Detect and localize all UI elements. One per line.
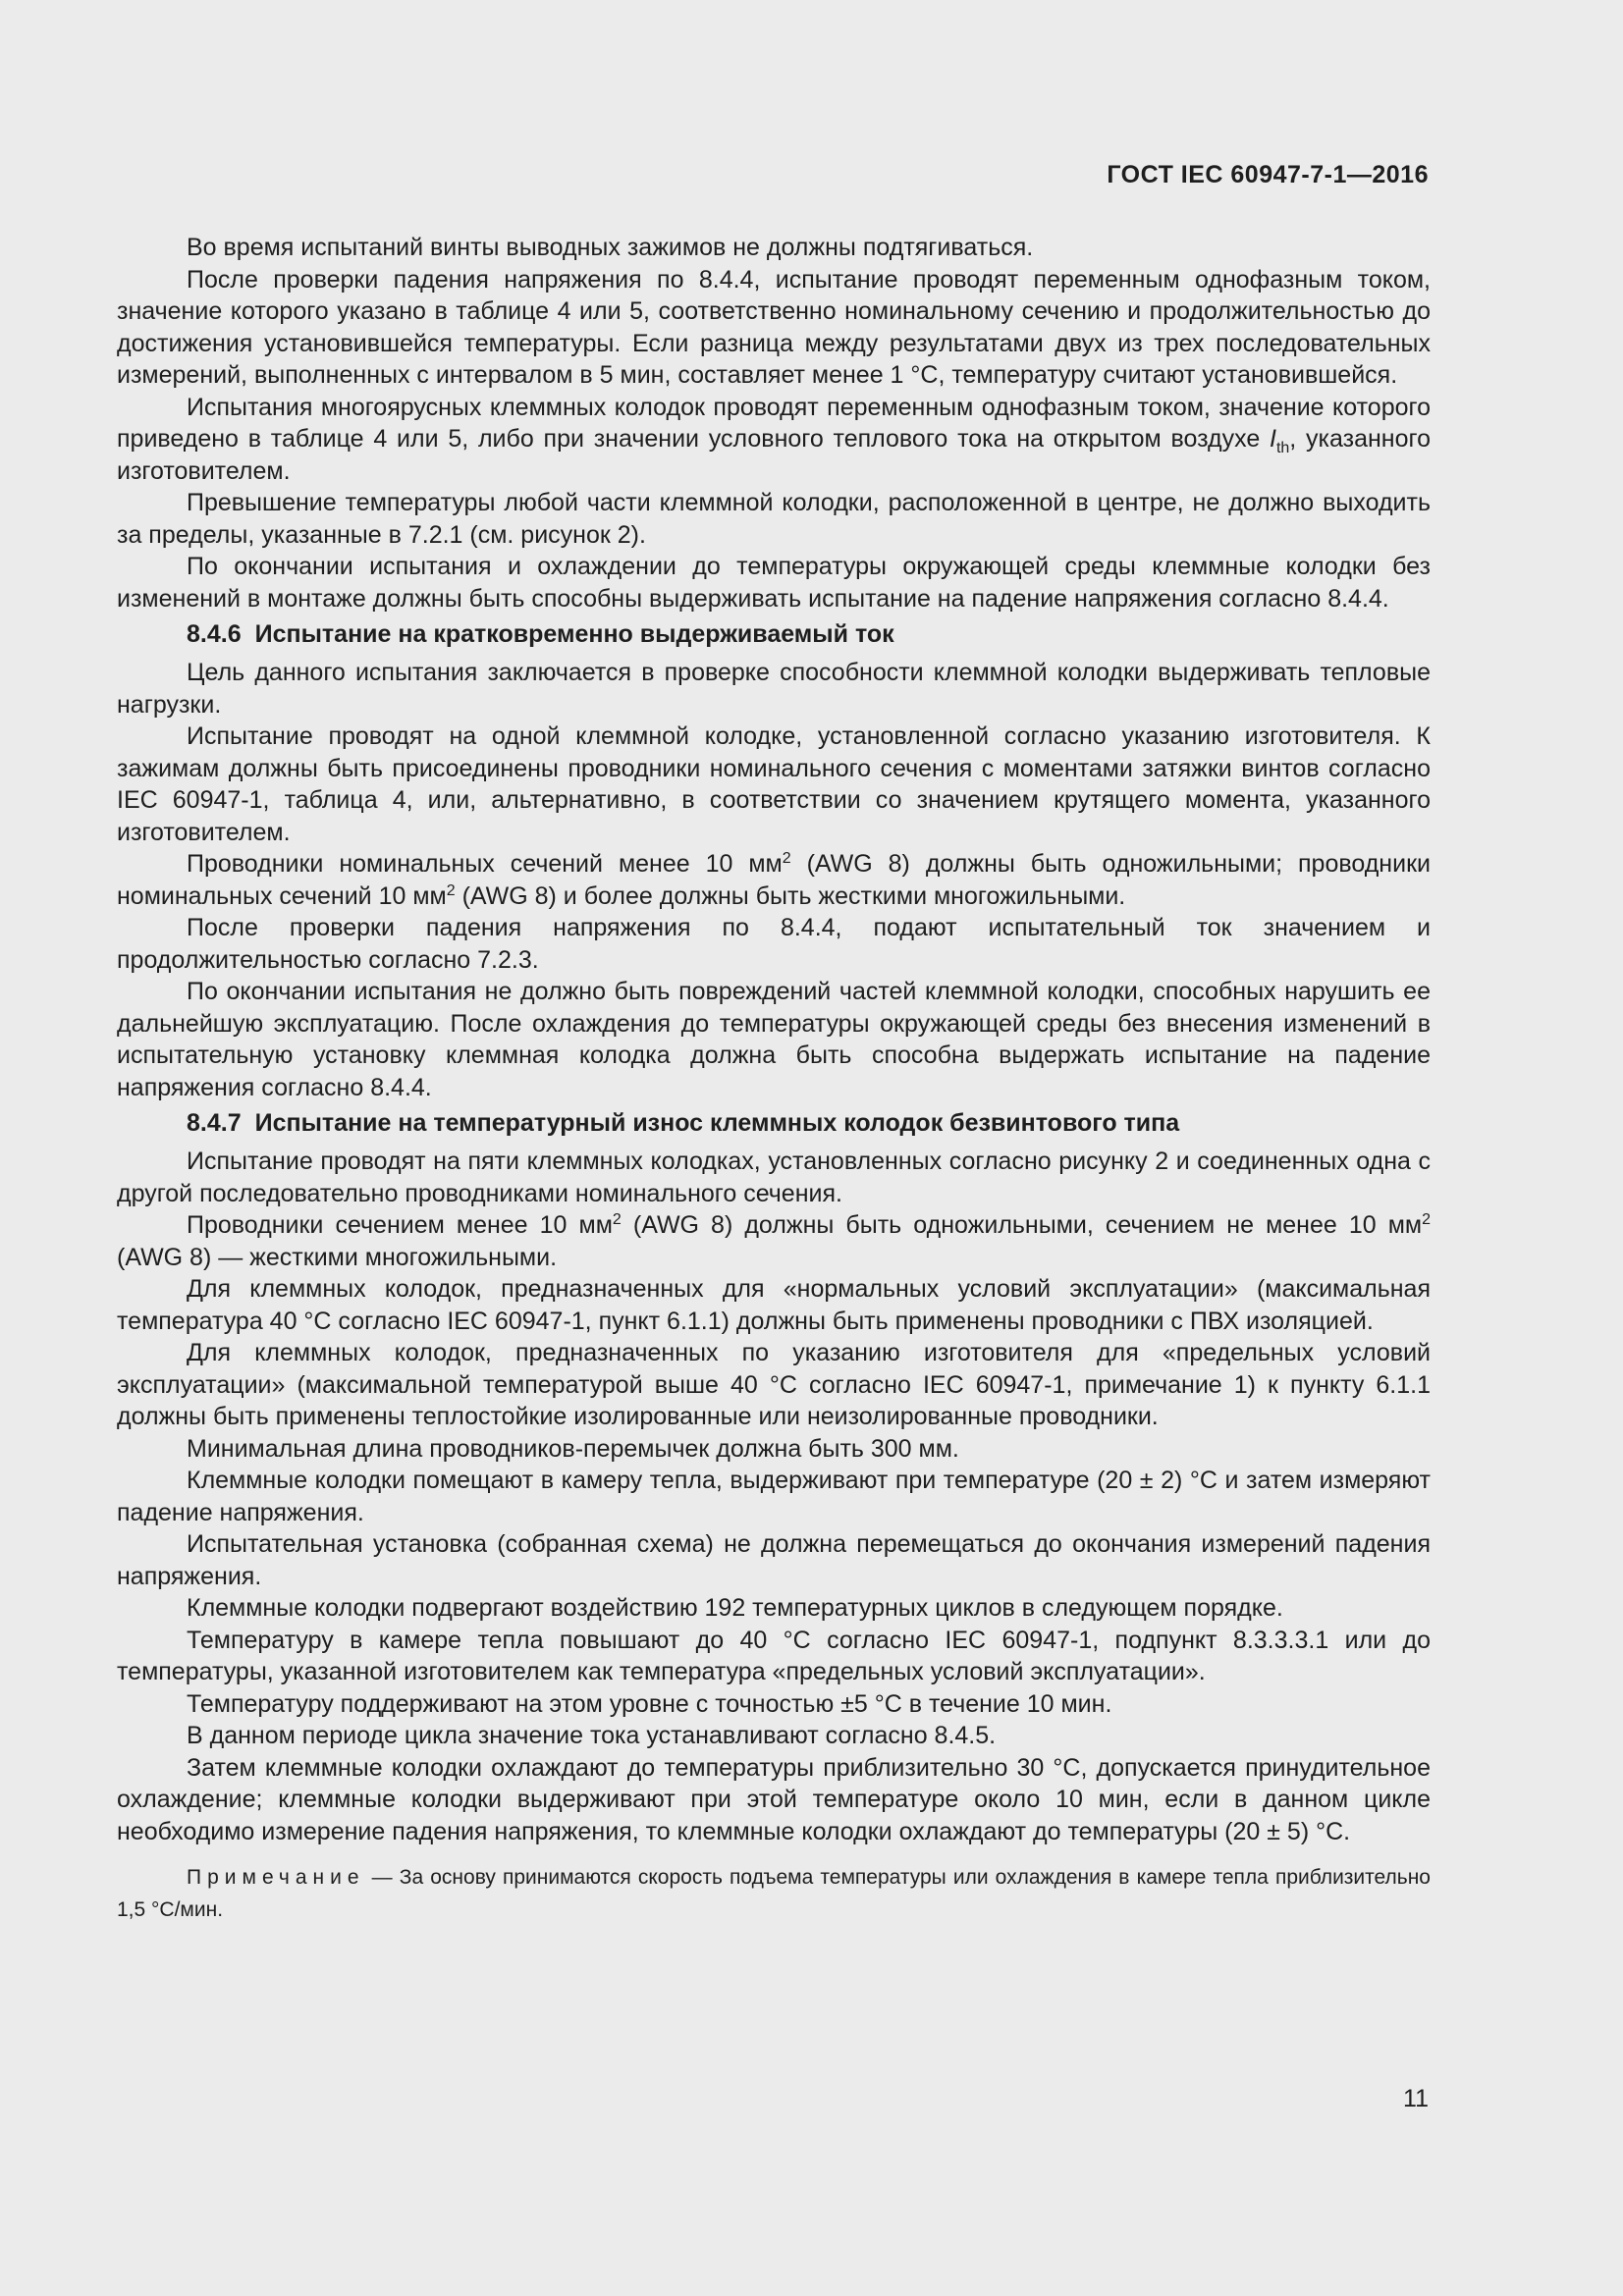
- paragraph: Во время испытаний винты выводных зажимов не должны подтягиваться.: [187, 234, 1034, 261]
- paragraph: Клеммные колодки подвергают воздействию 192 температурных циклов в следующем порядке.: [187, 1594, 1283, 1622]
- paragraph: Минимальная длина проводников-перемычек должна быть 300 мм.: [187, 1434, 959, 1463]
- page-body: [117, 232, 1431, 1926]
- paragraph: Клеммные колодки помещают в камеру тепла, выдерживают при температуре (20 ± 2) °С и затем измеряют падение напряжения.: [117, 1467, 1431, 1526]
- symbol-i: I: [1270, 425, 1276, 453]
- section-number: 8.4.6: [187, 620, 242, 648]
- paragraph: Для клеммных колодок, предназначенных для «нормальных условий эксплуатации» (максимальная температура 40 °С согласно IEC 60947-1, пункт 6.1.1) должны быть применены проводники с ПВХ изоляцией.: [117, 1275, 1431, 1335]
- paragraph-conductors: Проводники сечением менее 10 $мм^2$ (AWG 8) должны быть одножильными, сечением не менее 10 $мм^2$ (AWG 8) — жесткими многожильными.: [117, 1211, 1431, 1271]
- note-text: — За основу принимаются скорость подъема температуры или охлаждения в камере тепла приблизительно 1,5 °С/мин.: [117, 1866, 1431, 1921]
- paragraph: В данном периоде цикла значение тока устанавливают согласно 8.4.5.: [187, 1722, 997, 1749]
- page-number: 11: [1403, 2085, 1429, 2112]
- paragraph: Затем клеммные колодки охлаждают до температуры приблизительно 30 °С, допускается принудительное охлаждение; клеммные колодки выдерживают при этой температуре около 10 мин, если в данном цикле необходимо измерение падения напряжения, то клеммные колодки охлаждают до температуры (20 ± 5) °С.: [117, 1753, 1431, 1845]
- section-title: Испытание на температурный износ клеммных колодок безвинтового типа: [254, 1109, 1180, 1137]
- paragraph: Превышение температуры любой части клеммной колодки, расположенной в центре, не должно выходить за пределы, указанные в 7.2.1 (см. рисунок 2).: [117, 489, 1431, 549]
- paragraph: По окончании испытания и охлаждении до температуры окружающей среды клеммные колодки без изменений в монтаже должны быть способны выдерживать испытание на падение напряжения согласно 8.4.4.: [117, 553, 1431, 613]
- paragraph: После проверки падения напряжения по 8.4.4, испытание проводят переменным однофазным током, значение которого указано в таблице 4 или 5, соответственно номинальному сечению и продолжительностью до достижения установившейся температуры. Если разница между результатами двух из трех последовательных измерений, выполненных с интервалом в 5 мин, составляет менее 1 °С, температуру считают установившейся.: [117, 265, 1431, 389]
- paragraph-conductors: Проводники номинальных сечений менее 10 $мм^2$ (AWG 8) должны быть одножильными; проводники номинальных сечений 10 $мм^2$ (AWG 8) и более должны быть жесткими многожильными.: [117, 850, 1431, 910]
- paragraph: Испытание проводят на пяти клеммных колодках, установленных согласно рисунку 2 и соединенных одна с другой последовательно проводниками номинального сечения.: [117, 1148, 1431, 1207]
- section-heading-846: [117, 616, 1431, 652]
- paragraph: Испытание проводят на одной клеммной колодке, установленной согласно указанию изготовителя. К зажимам должны быть присоединены проводники номинального сечения с моментами затяжки винтов согласно IEC 60947-1, таблица 4, или, альтернативно, в соответствии со значением крутящего момента, указанного изготовителем.: [117, 722, 1431, 846]
- paragraph: Температуру в камере тепла повышают до 40 °С согласно IEC 60947-1, подпункт 8.3.3.3.1 или до температуры, указанной изготовителем как температура «предельных условий эксплуатации».: [117, 1626, 1431, 1685]
- note-label: Примечание: [187, 1866, 365, 1889]
- paragraph-multilevel: Испытания многоярусных клеммных колодок проводят переменным однофазным током, значение которого приведено в таблице 4 или 5, либо при значении условного теплового тока на открытом воздухе $I_{th}$, указанного изготовителем.: [117, 393, 1431, 485]
- paragraph: Цель данного испытания заключается в проверке способности клеммной колодки выдерживать тепловые нагрузки.: [117, 659, 1431, 719]
- paragraph: После проверки падения напряжения по 8.4.4, подают испытательный ток значением и продолжительностью согласно 7.2.3.: [117, 914, 1431, 974]
- section-number: 8.4.7: [187, 1109, 242, 1137]
- paragraph: По окончании испытания не должно быть повреждений частей клеммной колодки, способных нарушить ее дальнейшую эксплуатацию. После охлаждения до температуры окружающей среды без внесения изменений в испытательную установку клеммная колодка должна быть способна выдержать испытание на падение напряжения согласно 8.4.4.: [117, 978, 1431, 1101]
- document-header: ГОСТ IEC 60947-7-1—2016: [1107, 161, 1429, 188]
- section-heading-847: [117, 1105, 1431, 1141]
- paragraph: Температуру поддерживают на этом уровне с точностью ±5 °С в течение 10 мин.: [187, 1689, 1112, 1718]
- note: [117, 1861, 1431, 1926]
- paragraph: Испытательная установка (собранная схема) не должна перемещаться до окончания измерений падения напряжения.: [117, 1530, 1431, 1590]
- subscript-th: th: [1275, 440, 1290, 456]
- section-title: Испытание на кратковременно выдерживаемый ток: [254, 620, 894, 648]
- paragraph: Для клеммных колодок, предназначенных по указанию изготовителя для «предельных условий эксплуатации» (максимальной температурой выше 40 °С согласно IEC 60947-1, примечание 1) к пункту 6.1.1 должны быть применены теплостойкие изолированные или неизолированные проводники.: [117, 1339, 1431, 1430]
